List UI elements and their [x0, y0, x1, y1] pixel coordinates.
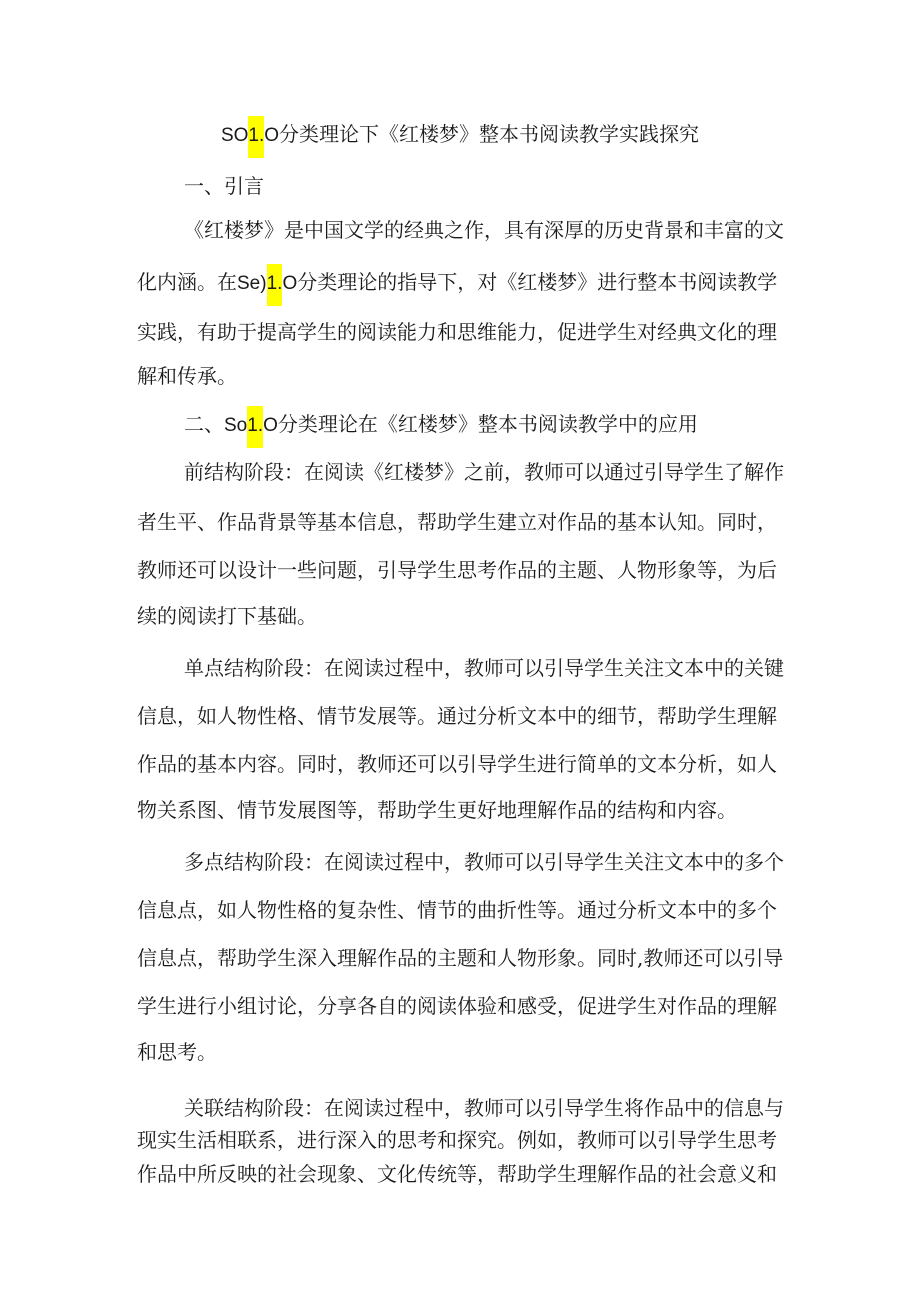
pre-line-2: 者生平、作品背景等基本信息，帮助学生建立对作品的基本认知。同时，	[137, 510, 777, 534]
heading2-a: 二、	[184, 412, 224, 436]
title-highlight: 1.	[248, 116, 264, 158]
intro-line-1: 《红楼梦》是中国文学的经典之作，具有深厚的历史背景和丰富的文	[184, 218, 784, 242]
heading2-o: O	[263, 415, 278, 436]
heading2-highlight: 1.	[247, 406, 263, 448]
heading2-latin: So	[224, 415, 248, 436]
multi-line-2: 信息点，如人物性格的复杂性、情节的曲折性等。通过分析文本中的多个	[137, 898, 777, 922]
multi-line-3: 信息点，帮助学生深入理解作品的主题和人物形象。同时,教师还可以引导	[137, 946, 784, 970]
intro-line-2-o: O	[282, 273, 298, 294]
multi-line-4: 学生进行小组讨论，分享各自的阅读体验和感受，促进学生对作品的理解	[137, 994, 777, 1018]
intro-line-2-b: 分类理论的指导下，对《红楼梦》进行整本书阅读教学	[297, 270, 778, 294]
intro-line-2-highlight: 1.	[267, 264, 283, 306]
uni-line-4: 物关系图、情节发展图等，帮助学生更好地理解作品的结构和内容。	[137, 798, 737, 822]
section-heading-application	[184, 410, 698, 440]
uni-line-2: 信息，如人物性格、情节发展等。通过分析文本中的细节，帮助学生理解	[137, 704, 777, 728]
multi-line-1: 多点结构阶段：在阅读过程中，教师可以引导学生关注文本中的多个	[184, 850, 784, 874]
intro-line-4: 解和传承。	[137, 364, 237, 388]
pre-line-3: 教师还可以设计一些问题，引导学生思考作品的主题、人物形象等，为后	[137, 558, 777, 582]
intro-line-3: 实践，有助于提高学生的阅读能力和思维能力，促进学生对经典文化的理	[137, 320, 777, 344]
title-mid: O	[264, 125, 280, 146]
rel-line-2: 现实生活相联系，进行深入的思考和探究。例如，教师可以引导学生思考	[137, 1128, 777, 1152]
intro-line-2-latin: Se)	[237, 273, 267, 294]
pre-line-1: 前结构阶段：在阅读《红楼梦》之前，教师可以通过引导学生了解作	[184, 460, 784, 484]
intro-line-2-a: 化内涵。在	[137, 270, 237, 294]
uni-line-1: 单点结构阶段：在阅读过程中，教师可以引导学生关注文本中的关键	[184, 656, 784, 680]
intro-line-2	[137, 268, 777, 298]
title-prefix: SO	[220, 125, 249, 146]
heading2-b: 分类理论在《红楼梦》整本书阅读教学中的应用	[277, 412, 698, 436]
rel-line-1: 关联结构阶段：在阅读过程中，教师可以引导学生将作品中的信息与	[184, 1096, 784, 1120]
document-title	[0, 120, 920, 150]
title-rest: 分类理论下《红楼梦》整本书阅读教学实践探究	[279, 122, 700, 146]
multi-line-5: 和思考。	[137, 1040, 217, 1064]
rel-line-3: 作品中所反映的社会现象、文化传统等，帮助学生理解作品的社会意义和	[137, 1162, 777, 1186]
uni-line-3: 作品的基本内容。同时，教师还可以引导学生进行简单的文本分析，如人	[137, 752, 777, 776]
pre-line-4: 续的阅读打下基础。	[137, 604, 317, 628]
section-heading-intro: 一、引言	[184, 174, 264, 198]
